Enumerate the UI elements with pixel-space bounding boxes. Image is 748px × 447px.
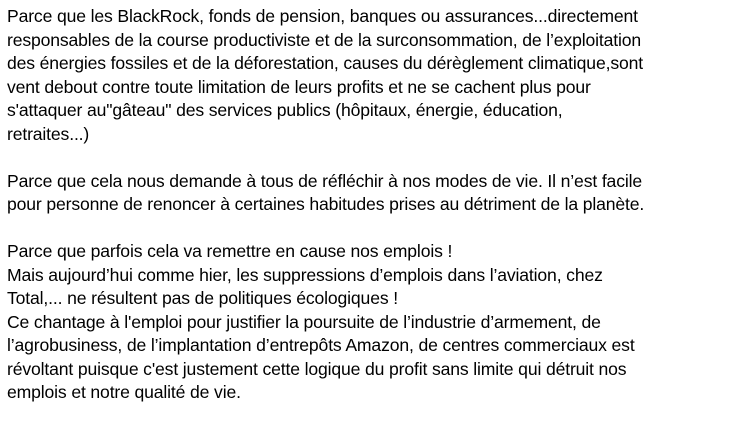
text-line: Ce chantage à l'emploi pour justifier la poursuite de l’industrie d’armement, de bbox=[7, 311, 601, 332]
text-line: des énergies fossiles et de la déforestation, causes du dérèglement climatique,sont bbox=[7, 53, 643, 73]
paragraph-lifestyle bbox=[7, 170, 747, 217]
text-line: retraites...) bbox=[7, 123, 90, 144]
text-line: vent debout contre toute limitation de leurs profits et ne se cachent plus pour bbox=[7, 76, 591, 97]
text-line: responsables de la course productiviste et de la surconsommation, de l’exploitation bbox=[7, 29, 641, 50]
text-line: Parce que cela nous demande à tous de réfléchir à nos modes de vie. Il n’est facile bbox=[7, 170, 642, 191]
text-line: emplois et notre qualité de vie. bbox=[7, 382, 241, 402]
paragraph-spacer bbox=[7, 146, 747, 170]
text-line: Parce que les BlackRock, fonds de pension, banques ou assurances...directement bbox=[7, 6, 638, 26]
text-line: s'attaquer au"gâteau" des services publics (hôpitaux, énergie, éducation, bbox=[7, 100, 563, 120]
text-line: pour personne de renoncer à certaines habitudes prises au détriment de la planète. bbox=[7, 194, 645, 214]
paragraph-spacer bbox=[7, 217, 747, 241]
document-body bbox=[7, 5, 747, 405]
paragraph-financial-actors bbox=[7, 5, 747, 146]
paragraph-jobs bbox=[7, 240, 747, 405]
text-line: Total,... ne résultent pas de politiques écologiques ! bbox=[7, 288, 398, 308]
text-line: Mais aujourd’hui comme hier, les suppressions d’emplois dans l’aviation, chez bbox=[7, 264, 603, 285]
text-line: l’agrobusiness, de l’implantation d’entrepôts Amazon, de centres commerciaux est bbox=[7, 335, 635, 355]
text-line: révoltant puisque c'est justement cette logique du profit sans limite qui détruit nos bbox=[7, 358, 627, 379]
text-line: Parce que parfois cela va remettre en cause nos emplois ! bbox=[7, 241, 453, 261]
